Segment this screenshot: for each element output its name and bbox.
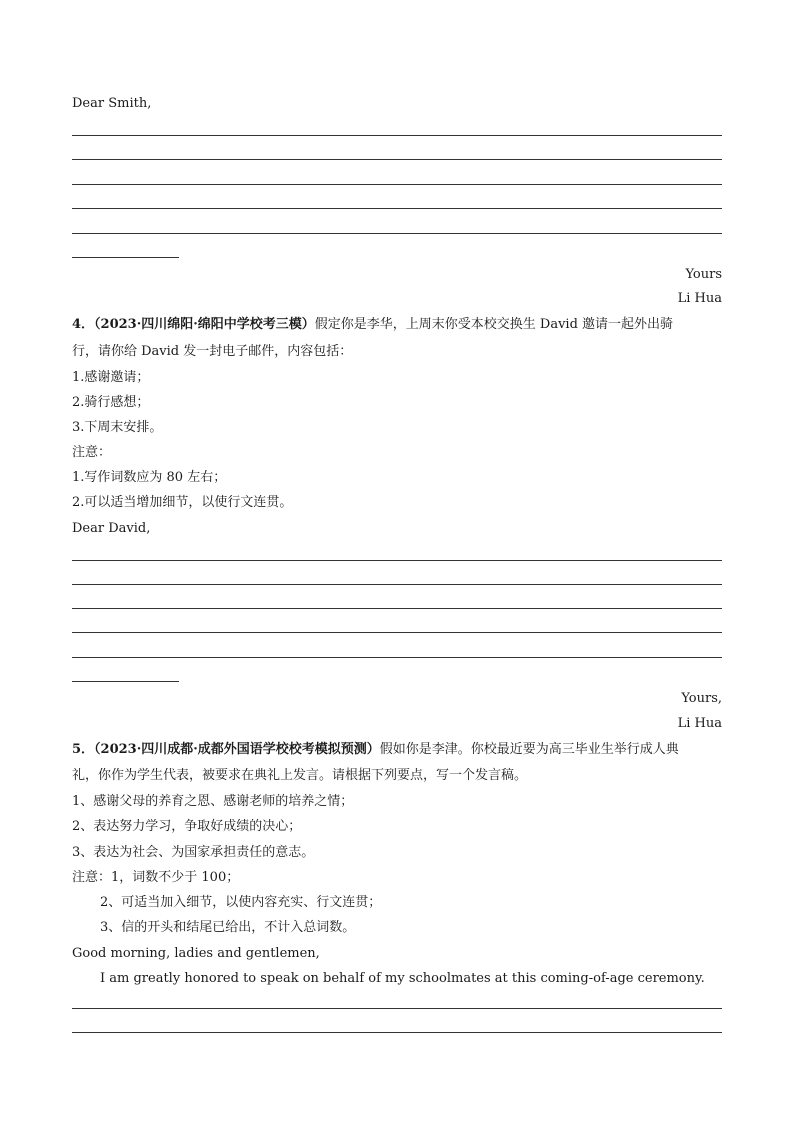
note-item: 注意：1，词数不少于 100； [72,870,240,885]
answer-line [72,159,722,160]
answer-line [72,1008,722,1009]
answer-line [72,184,722,185]
speech-greeting: Good morning, ladies and gentlemen, [72,946,320,961]
note-item: 3、信的开头和结尾已给出，不计入总词数。 [100,920,356,935]
answer-line [72,608,722,609]
speech-opening: I am greatly honored to speak on behalf of my schoolmates at this coming-of-age ceremony. [100,971,705,986]
answer-line [72,208,722,209]
question-number: 5． [72,742,95,757]
requirement-point: 3.下周末安排。 [72,420,163,435]
signature: Li Hua [677,716,722,731]
question-5-header [72,742,679,758]
question-4-header [72,317,673,333]
question-prompt-line2: 礼，你作为学生代表，被要求在典礼上发言。请根据下列要点，写一个发言稿。 [72,768,528,783]
salutation-david: Dear David, [72,521,151,536]
answer-line [72,233,722,234]
answer-line [72,584,722,585]
requirement-point: 2.骑行感想； [72,395,150,410]
signature: Li Hua [677,291,722,306]
requirement-point: 3、表达为社会、为国家承担责任的意志。 [72,845,315,860]
requirement-point: 2、表达努力学习，争取好成绩的决心； [72,819,302,834]
answer-line [72,657,722,658]
answer-line [72,135,722,136]
notes-title: 注意： [72,445,112,460]
note-item: 1.写作词数应为 80 左右； [72,470,227,485]
question-prompt: 假如你是李津。你校最近要为高三毕业生举行成人典 [379,742,679,757]
salutation-smith: Dear Smith, [72,96,152,111]
note-item: 2、可适当加入细节，以使内容充实、行文连贯； [100,895,382,910]
question-number: 4． [72,317,95,332]
question-prompt-line2: 行，请你给 David 发一封电子邮件，内容包括： [72,344,353,359]
question-source: （2023·四川成都·成都外国语学校校考模拟预测） [94,742,380,757]
question-source: （2023·四川绵阳·绵阳中学校考三模） [94,317,315,332]
note-item: 2.可以适当增加细节，以使行文连贯。 [72,495,293,510]
closing-yours: Yours, [681,691,722,706]
answer-line-short [72,681,179,682]
answer-line [72,560,722,561]
answer-line [72,632,722,633]
closing-yours: Yours [685,267,722,282]
answer-line [72,1032,722,1033]
requirement-point: 1、感谢父母的养育之恩、感谢老师的培养之情； [72,794,354,809]
requirement-point: 1.感谢邀请； [72,370,150,385]
answer-line-short [72,257,179,258]
question-prompt: 假定你是李华，上周末你受本校交换生 David 邀请一起外出骑 [314,317,674,332]
